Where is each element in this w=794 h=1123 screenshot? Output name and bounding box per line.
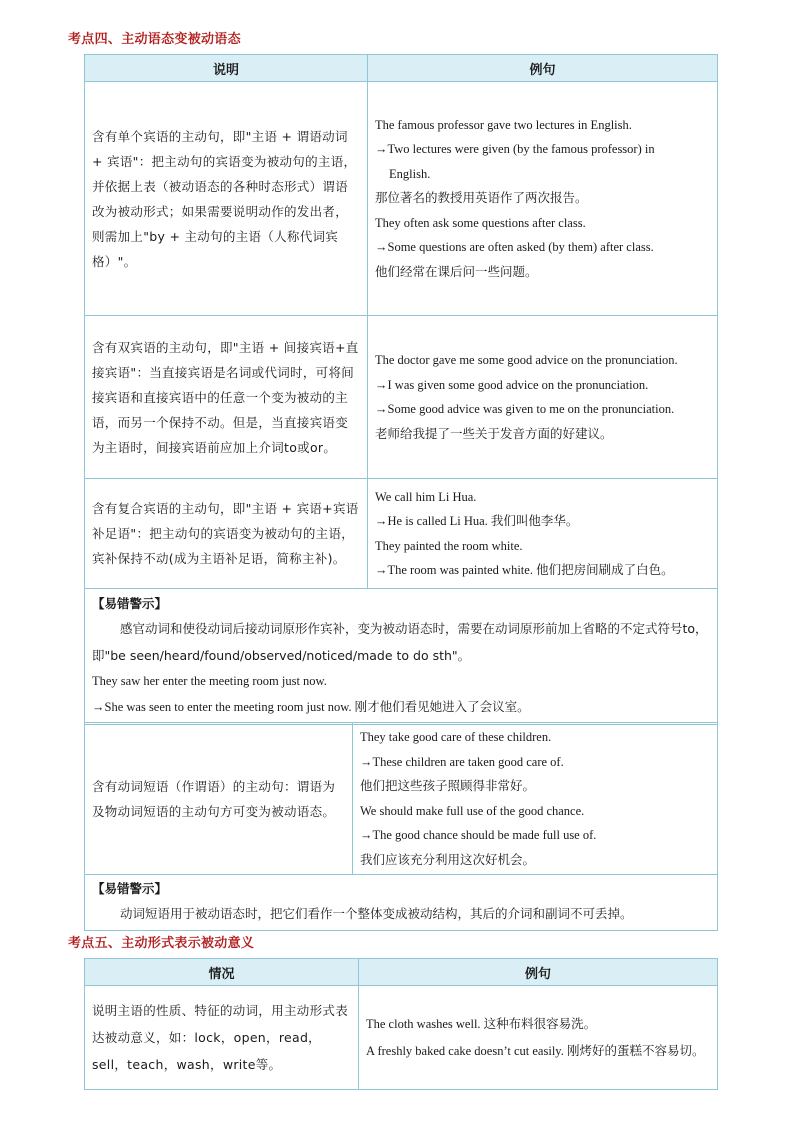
example-line: 老师给我提了一些关于发音方面的好建议。 bbox=[375, 426, 613, 441]
tip-body: 感官动词和使役动词后接动词原形作宾补，变为被动语态时，需要在动词原形前加上省略的不定式符号to，即"be seen/heard/found/observed/noticed/made to do sth"。 bbox=[92, 621, 708, 663]
example-cell bbox=[368, 479, 718, 589]
example-line: →He is called Li Hua. 我们叫他李华。 bbox=[375, 514, 579, 528]
example-cell bbox=[368, 82, 718, 316]
example-line: 他们经常在课后问一些问题。 bbox=[375, 264, 538, 279]
tip-row bbox=[85, 875, 718, 931]
section5-table bbox=[84, 958, 718, 1090]
example-line: The cloth washes well. 这种布料很容易洗。 bbox=[366, 1016, 597, 1031]
example-line: We call him Li Hua. bbox=[375, 489, 477, 504]
explain-cell: 含有动词短语（作谓语）的主动句：谓语为及物动词短语的主动句方可变为被动语态。 bbox=[85, 723, 353, 875]
col-header-explain: 说明 bbox=[85, 55, 368, 82]
example-cell bbox=[353, 723, 718, 875]
col-header-example: 例句 bbox=[359, 959, 718, 986]
table-row bbox=[85, 723, 718, 875]
example-line: 他们把这些孩子照顾得非常好。 bbox=[360, 779, 536, 793]
example-line: They often ask some questions after class. bbox=[375, 215, 586, 230]
section5-title: 考点五、主动形式表示被动意义 bbox=[68, 936, 255, 951]
col-header-example: 例句 bbox=[368, 55, 718, 82]
example-cell bbox=[359, 986, 718, 1090]
table-row bbox=[85, 82, 718, 316]
example-line: 那位著名的教授用英语作了两次报告。 bbox=[375, 191, 588, 206]
explain-cell: 含有单个宾语的主动句，即"主语 + 谓语动词 + 宾语"：把主动句的宾语变为被动句的主语，并依据上表（被动语态的各种时态形式）谓语改为被动形式；如果需要说明动作的发出者，则需加上"by + 主动句的主语（人称代词宾格）"。 bbox=[85, 82, 368, 316]
table-row bbox=[85, 479, 718, 589]
example-line: 我们应该充分利用这次好机会。 bbox=[360, 852, 536, 867]
example-line: →Two lectures were given (by the famous professor) in bbox=[375, 142, 655, 157]
tip-box bbox=[85, 875, 718, 931]
example-cell bbox=[368, 316, 718, 479]
example-line: →The good chance should be made full use of. bbox=[360, 828, 597, 842]
tip-title: 【易错警示】 bbox=[92, 596, 168, 611]
example-line: English. bbox=[389, 166, 431, 181]
tip-example: →She was seen to enter the meeting room just now. 刚才他们看见她进入了会议室。 bbox=[92, 699, 530, 714]
example-line: We should make full use of the good chance. bbox=[360, 803, 585, 818]
example-line: →I was given some good advice on the pronunciation. bbox=[375, 377, 649, 392]
tip-box bbox=[85, 589, 718, 725]
example-line: They take good care of these children. bbox=[360, 730, 552, 744]
example-line: →The room was painted white. 他们把房间刷成了白色。 bbox=[375, 563, 674, 577]
explain-cell: 含有双宾语的主动句，即"主语 + 间接宾语+直接宾语"：当直接宾语是名词或代词时，可将间接宾语和直接宾语中的任意一个变为被动的主语，而另一个保持不动。但是，当直接宾语变为主语时，间接宾语前应加上介词to或or。 bbox=[85, 316, 368, 479]
section4-title: 考点四、主动语态变被动语态 bbox=[68, 32, 241, 47]
explain-cell: 说明主语的性质、特征的动词，用主动形式表达被动意义，如：lock，open，read，sell，teach，wash，write等。 bbox=[85, 986, 359, 1090]
phrase-table bbox=[84, 722, 718, 931]
table-row bbox=[85, 986, 718, 1090]
col-header-situation: 情况 bbox=[85, 959, 359, 986]
example-line: →These children are taken good care of. bbox=[360, 754, 564, 769]
tip-body: 动词短语用于被动语态时，把它们看作一个整体变成被动结构，其后的介词和副词不可丢掉。 bbox=[120, 906, 633, 921]
section4-table bbox=[84, 54, 718, 725]
tip-title: 【易错警示】 bbox=[92, 881, 168, 896]
tip-row bbox=[85, 589, 718, 725]
example-line: →Some questions are often asked (by them) after class. bbox=[375, 240, 654, 255]
table-row bbox=[85, 316, 718, 479]
example-line: The famous professor gave two lectures in English. bbox=[375, 117, 632, 132]
example-line: →Some good advice was given to me on the pronunciation. bbox=[375, 402, 675, 416]
example-line: The doctor gave me some good advice on the pronunciation. bbox=[375, 353, 678, 367]
example-line: A freshly baked cake doesn’t cut easily. 刚烤好的蛋糕不容易切。 bbox=[366, 1043, 705, 1058]
example-line: They painted the room white. bbox=[375, 538, 523, 553]
tip-example: They saw her enter the meeting room just now. bbox=[92, 674, 327, 688]
explain-cell: 含有复合宾语的主动句，即"主语 + 宾语+宾语补足语"：把主动句的宾语变为被动句的主语，宾补保持不动(成为主语补足语，简称主补)。 bbox=[85, 479, 368, 589]
